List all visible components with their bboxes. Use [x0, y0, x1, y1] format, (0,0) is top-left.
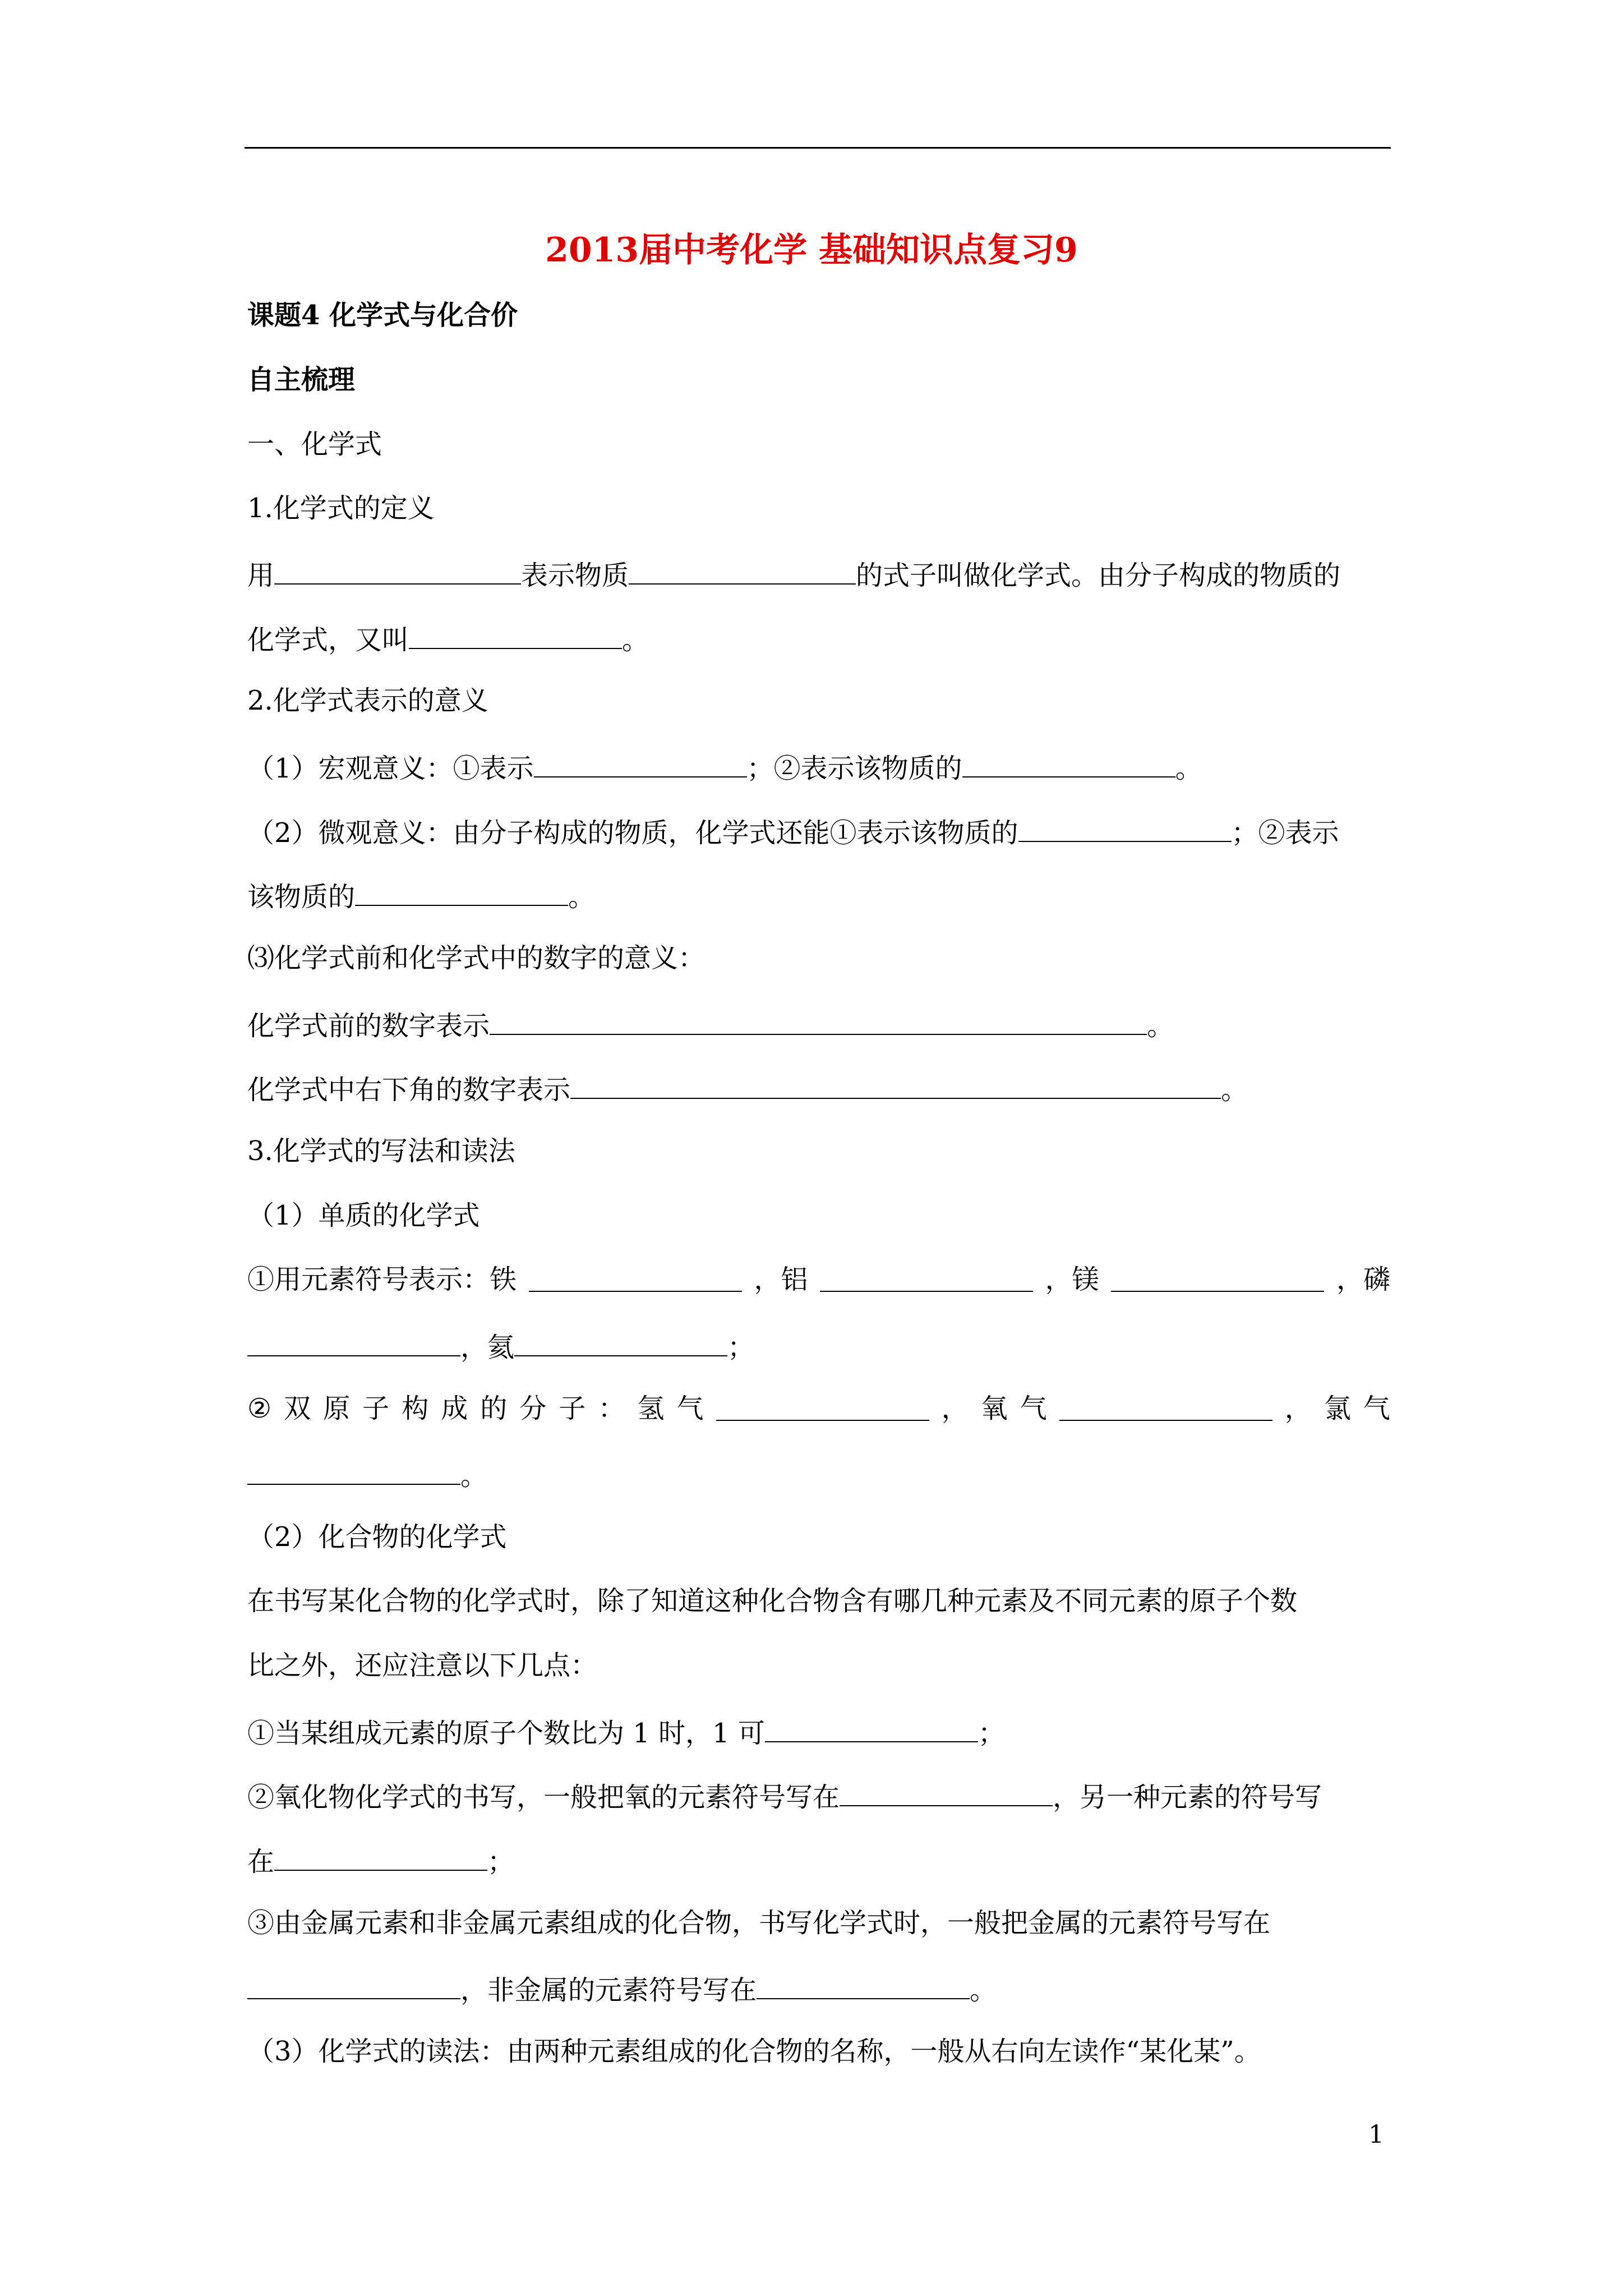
blank	[765, 1717, 978, 1742]
micro-meaning-line-2: 该物质的 。	[247, 881, 596, 913]
section-heading: 自主梳理	[247, 364, 356, 395]
micro-meaning-line-1: （2）微观意义：由分子构成的物质，化学式还能①表示该物质的 ；②表示	[247, 817, 1339, 849]
blank	[962, 752, 1175, 777]
blank	[490, 1009, 1147, 1035]
blank	[757, 1973, 970, 1999]
reading-rule-line: （3）化学式的读法：由两种元素组成的化合物的名称，一般从右向左读作“某化某”。	[247, 2036, 1261, 2067]
blank	[629, 559, 856, 585]
blank	[514, 1331, 727, 1356]
blank	[247, 1973, 460, 1999]
document-title: 2013届中考化学 基础知识点复习9	[545, 231, 1078, 270]
element-symbols-line: ①用元素符号表示：铁 ，铝 ，镁 ，磷	[247, 1264, 1390, 1295]
element-formula-heading: （1）单质的化学式	[247, 1200, 480, 1231]
rule-1-line: ①当某组成元素的原子个数比为 1 时，1 可 ；	[247, 1718, 1005, 1749]
blank	[274, 559, 521, 585]
page-number: 1	[1368, 2120, 1384, 2149]
blank	[1059, 1395, 1272, 1421]
rule-2-line: ②氧化物化学式的书写，一般把氧的元素符号写在 ，另一种元素的符号写	[247, 1782, 1322, 1813]
rule-3-line-2: ，非金属的元素符号写在 。	[247, 1973, 1390, 2004]
subscript-number-line: 化学式中右下角的数字表示 。	[247, 1074, 1248, 1106]
blank	[529, 1266, 742, 1292]
subheading-meaning: 2.化学式表示的意义	[247, 685, 488, 716]
definition-line-2: 化学式，又叫 。	[247, 624, 649, 656]
blank	[820, 1266, 1033, 1292]
diatomic-molecules-line: ② 双 原 子 构 成 的 分 子 ： 氢 气 ， 氧 气 ， 氯 气	[247, 1393, 1390, 1424]
compound-paragraph-line-2: 比之外，还应注意以下几点：	[247, 1650, 598, 1681]
rule-3-line: ③由金属元素和非金属元素组成的化合物，书写化学式时，一般把金属的元素符号写在	[247, 1907, 1271, 1939]
blank	[840, 1780, 1053, 1806]
definition-line-1: 用 表示物质 的式子叫做化学式。由分子构成的物质的	[247, 560, 1341, 591]
blank	[247, 1459, 460, 1485]
subheading-definition: 1.化学式的定义	[247, 493, 435, 524]
header-rule	[245, 147, 1391, 149]
blank	[534, 752, 747, 777]
subheading-writing: 3.化学式的写法和读法	[247, 1135, 515, 1167]
blank	[1111, 1266, 1324, 1292]
diatomic-molecules-line-2: 。	[247, 1459, 1390, 1489]
blank	[716, 1395, 929, 1421]
blank	[1018, 816, 1232, 842]
compound-formula-heading: （2）化合物的化学式	[247, 1521, 507, 1553]
number-meaning-heading: ⑶化学式前和化学式中的数字的意义：	[247, 942, 706, 974]
blank	[247, 1331, 460, 1356]
number-before-line: 化学式前的数字表示 。	[247, 1010, 1174, 1042]
rule-2-line-2: 在 ；	[247, 1846, 515, 1878]
blank	[409, 623, 622, 649]
blank	[274, 1845, 487, 1871]
macro-meaning-line: （1）宏观意义：①表示 ；②表示该物质的 。	[247, 753, 1202, 784]
blank	[570, 1073, 1221, 1099]
part-heading: 一、化学式	[247, 429, 382, 460]
lesson-title: 课题4 化学式与化合价	[247, 300, 518, 331]
compound-paragraph-line-1: 在书写某化合物的化学式时，除了知道这种化合物含有哪几种元素及不同元素的原子个数	[247, 1585, 1298, 1617]
blank	[355, 880, 568, 906]
element-symbols-line-2: ，氦 ；	[247, 1331, 1390, 1361]
